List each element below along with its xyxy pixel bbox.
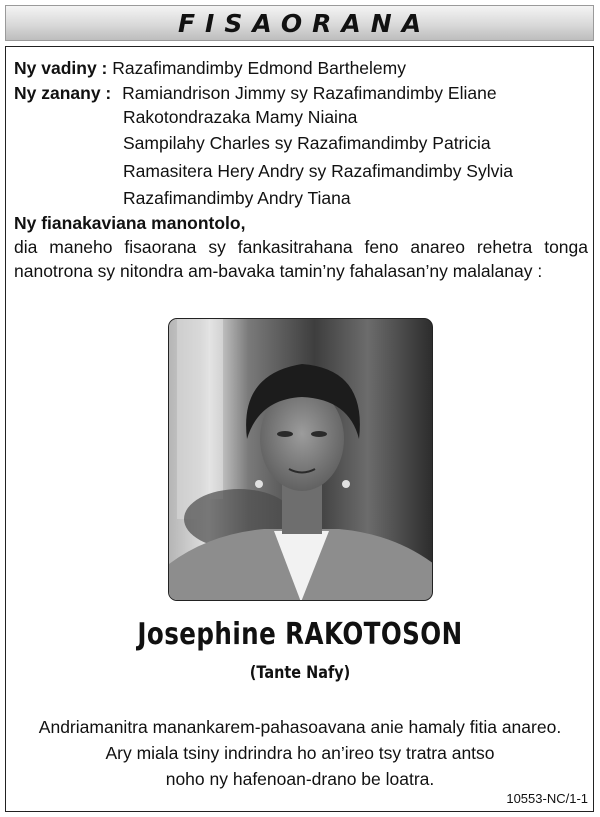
reference-code: 10553-NC/1-1 (506, 791, 588, 806)
closing-line: noho ny hafenoan-drano be loatra. (165, 769, 435, 789)
children-line (14, 82, 497, 104)
closing-line: Andriamanitra manankarem-pahasoavana anie hamaly fitia anareo. (38, 717, 562, 737)
child-name: Ramasitera Hery Andry sy Razafimandimby Sylvia (123, 161, 513, 181)
portrait-photo (168, 318, 433, 601)
widower-name: Razafimandimby Edmond Barthelemy (112, 58, 406, 78)
family-message-line: dia maneho fisaorana sy fankasitrahana feno anareo rehetra tonga (14, 237, 588, 257)
closing-line: Ary miala tsiny indrindra ho an’ireo tsy tratra antso (105, 743, 495, 763)
deceased-nickname: (Tante Nafy) (249, 663, 351, 683)
children-label: Ny zanany : (14, 83, 112, 103)
child-name: Ramiandrison Jimmy sy Razafimandimby Eliane (122, 83, 497, 103)
header-banner (5, 5, 594, 41)
deceased-name: Josephine RAKOTOSON (137, 617, 463, 652)
page-title: FISAORANA (177, 8, 432, 38)
family-label: Ny fianakaviana manontolo, (14, 213, 246, 233)
portrait-image (169, 319, 433, 601)
widower-line (14, 57, 406, 79)
widower-label: Ny vadiny : (14, 58, 108, 78)
child-name: Razafimandimby Andry Tiana (123, 188, 351, 208)
child-name: Sampilahy Charles sy Razafimandimby Patricia (123, 133, 491, 153)
family-message-line: nanotrona sy nitondra am-bavaka tamin’ny fahalasan’ny malalanay : (14, 261, 543, 281)
child-name: Rakotondrazaka Mamy Niaina (123, 107, 358, 127)
